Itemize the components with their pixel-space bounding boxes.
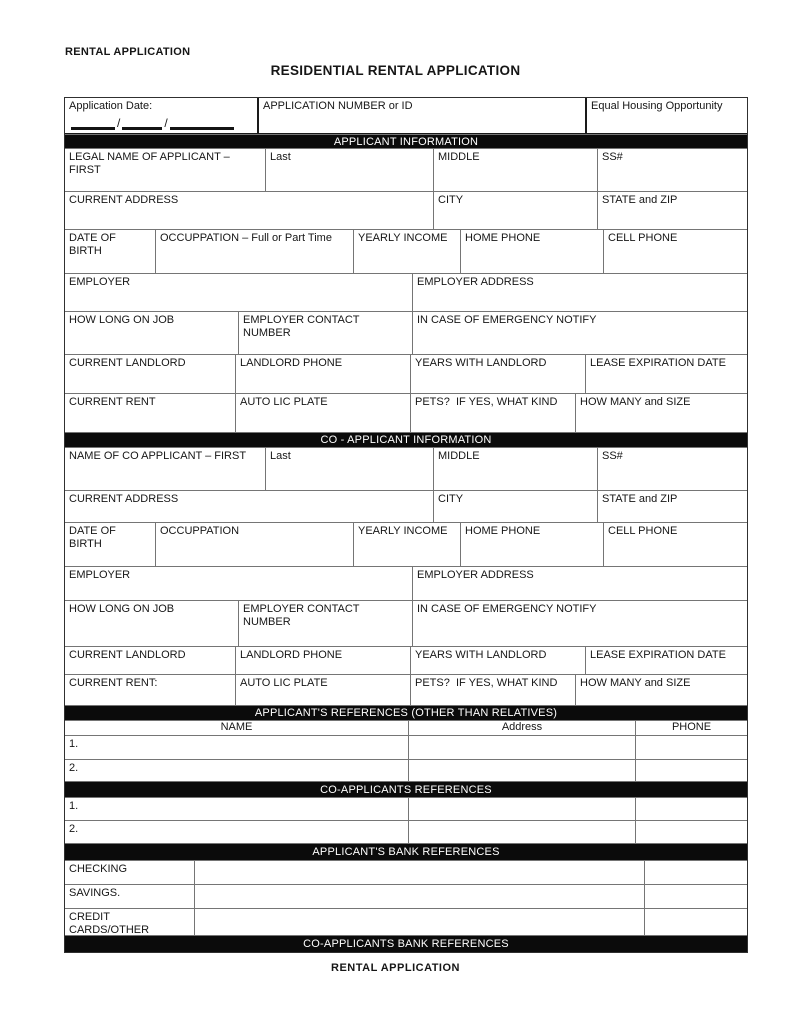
label-applicant-auto-lic-plate: AUTO LIC PLATE xyxy=(240,396,328,408)
label-applicant-how-long-on-job: HOW LONG ON JOB xyxy=(69,314,175,326)
field-co-applicant-employer-address[interactable] xyxy=(412,567,747,600)
label-applicant-years-with-landlord: YEARS WITH LANDLORD xyxy=(415,357,547,369)
field-applicant-reference-1-name[interactable] xyxy=(65,736,408,759)
label-applicant-date-of-birth: DATE OF BIRTH xyxy=(69,232,116,257)
field-co-applicant-ss-number[interactable] xyxy=(597,448,747,490)
co-applicant-bank-references-banner: CO-APPLICANTS BANK REFERENCES xyxy=(65,935,747,952)
field-co-applicant-middle-name[interactable] xyxy=(433,448,597,490)
references-name-header: NAME xyxy=(220,721,253,733)
field-applicant-landlord-phone[interactable] xyxy=(235,355,410,393)
reference-row-number: 1. xyxy=(69,800,79,812)
reference-row-number: 2. xyxy=(69,823,79,835)
field-applicant-pets[interactable] xyxy=(410,394,575,432)
bank-reference-credit-row xyxy=(65,908,747,935)
field-applicant-employer-address[interactable] xyxy=(412,274,747,311)
references-header-row xyxy=(65,720,747,735)
label-co-applicant-city: CITY xyxy=(438,493,464,505)
page-top-heading: RENTAL APPLICATION xyxy=(65,46,191,58)
label-applicant-current-landlord: CURRENT LANDLORD xyxy=(69,357,186,369)
label-co-applicant-how-long-on-job: HOW LONG ON JOB xyxy=(69,603,175,615)
field-applicant-ss-number[interactable] xyxy=(597,149,747,191)
field-savings-extra[interactable] xyxy=(644,885,747,908)
field-applicant-lease-expiration[interactable] xyxy=(585,355,747,393)
field-applicant-how-many-size[interactable] xyxy=(575,394,747,432)
date-slash: / xyxy=(117,116,121,130)
field-co-applicant-reference-2-name[interactable] xyxy=(65,821,408,843)
label-applicant-home-phone: HOME PHONE xyxy=(465,232,541,244)
equal-housing-cell xyxy=(585,98,747,133)
field-applicant-first-name[interactable] xyxy=(65,149,265,191)
references-phone-header: PHONE xyxy=(635,721,747,735)
bank-reference-savings-row xyxy=(65,884,747,908)
co-applicant-rent-row xyxy=(65,674,747,705)
label-co-applicant-occupation: OCCUPPATION xyxy=(160,525,240,537)
field-applicant-employer-contact[interactable] xyxy=(238,312,412,354)
label-applicant-cell-phone: CELL PHONE xyxy=(608,232,678,244)
field-credit-cards-extra[interactable] xyxy=(644,909,747,935)
application-date-label: Application Date: xyxy=(69,100,153,112)
field-co-applicant-pets[interactable] xyxy=(410,675,575,705)
label-applicant-pets: PETS? IF YES, WHAT KIND xyxy=(415,396,558,408)
label-applicant-emergency-notify: IN CASE OF EMERGENCY NOTIFY xyxy=(417,314,597,326)
field-applicant-auto-lic-plate[interactable] xyxy=(235,394,410,432)
label-co-applicant-current-rent: CURRENT RENT: xyxy=(69,677,158,689)
label-co-applicant-employer-address: EMPLOYER ADDRESS xyxy=(417,569,534,581)
application-number-field[interactable] xyxy=(257,98,585,133)
label-applicant-last-name: Last xyxy=(270,151,291,163)
label-applicant-employer-address: EMPLOYER ADDRESS xyxy=(417,276,534,288)
label-applicant-city: CITY xyxy=(438,194,464,206)
field-applicant-employer[interactable] xyxy=(65,274,412,311)
label-applicant-lease-expiration: LEASE EXPIRATION DATE xyxy=(590,357,726,369)
label-co-applicant-how-many-size: HOW MANY and SIZE xyxy=(580,677,691,689)
label-co-applicant-employer-contact: EMPLOYER CONTACT NUMBER xyxy=(243,603,360,628)
applicant-landlord-row xyxy=(65,354,747,393)
label-applicant-occupation: OCCUPPATION – Full or Part Time xyxy=(160,232,332,244)
date-blank-segment xyxy=(122,116,162,130)
label-co-applicant-emergency-notify: IN CASE OF EMERGENCY NOTIFY xyxy=(417,603,597,615)
label-applicant-state-zip: STATE and ZIP xyxy=(602,194,678,206)
field-co-applicant-last-name[interactable] xyxy=(265,448,433,490)
field-co-applicant-lease-expiration[interactable] xyxy=(585,647,747,674)
label-co-applicant-state-zip: STATE and ZIP xyxy=(602,493,678,505)
label-co-applicant-lease-expiration: LEASE EXPIRATION DATE xyxy=(590,649,726,661)
field-applicant-date-of-birth[interactable] xyxy=(65,230,155,273)
label-applicant-middle-name: MIDDLE xyxy=(438,151,480,163)
field-applicant-reference-2-name[interactable] xyxy=(65,760,408,781)
field-co-applicant-current-landlord[interactable] xyxy=(65,647,235,674)
applicant-birth-occupation-row xyxy=(65,229,747,273)
label-co-applicant-current-landlord: CURRENT LANDLORD xyxy=(69,649,186,661)
label-co-applicant-ss-number: SS# xyxy=(602,450,623,462)
bank-reference-checking-row xyxy=(65,860,747,884)
application-number-label: APPLICATION NUMBER or ID xyxy=(263,100,413,112)
field-co-applicant-landlord-phone[interactable] xyxy=(235,647,410,674)
field-checking-extra[interactable] xyxy=(644,861,747,884)
field-applicant-reference-1-phone[interactable] xyxy=(635,736,747,759)
field-applicant-yearly-income[interactable] xyxy=(353,230,460,273)
co-applicant-reference-row-1 xyxy=(65,797,747,820)
field-applicant-current-rent[interactable] xyxy=(65,394,235,432)
form-header-row xyxy=(65,98,747,134)
field-co-applicant-how-long-on-job[interactable] xyxy=(65,601,238,646)
co-applicant-employer-row xyxy=(65,566,747,600)
label-co-applicant-years-with-landlord: YEARS WITH LANDLORD xyxy=(415,649,547,661)
field-co-applicant-city[interactable] xyxy=(433,491,597,522)
date-slash: / xyxy=(164,116,168,130)
field-applicant-last-name[interactable] xyxy=(265,149,433,191)
rental-application-form xyxy=(64,97,748,953)
equal-housing-label: Equal Housing Opportunity xyxy=(591,100,723,112)
applicant-information-banner: APPLICANT INFORMATION xyxy=(65,134,747,148)
applicant-reference-row-2 xyxy=(65,759,747,781)
label-co-applicant-current-address: CURRENT ADDRESS xyxy=(69,493,179,505)
field-co-applicant-reference-1-address[interactable] xyxy=(408,798,635,820)
field-applicant-city[interactable] xyxy=(433,192,597,229)
field-co-applicant-date-of-birth[interactable] xyxy=(65,523,155,566)
application-date-blanks xyxy=(69,113,253,130)
applicant-bank-references-banner: APPLICANT'S BANK REFERENCES xyxy=(65,843,747,860)
label-cell-savings xyxy=(65,885,194,908)
field-co-applicant-reference-2-phone[interactable] xyxy=(635,821,747,843)
field-co-applicant-employer[interactable] xyxy=(65,567,412,600)
label-co-applicant-pets: PETS? IF YES, WHAT KIND xyxy=(415,677,558,689)
label-co-applicant-auto-lic-plate: AUTO LIC PLATE xyxy=(240,677,328,689)
label-applicant-employer-contact: EMPLOYER CONTACT NUMBER xyxy=(243,314,360,339)
applicant-employer-row xyxy=(65,273,747,311)
field-applicant-reference-2-phone[interactable] xyxy=(635,760,747,781)
label-co-applicant-first-name: NAME OF CO APPLICANT – FIRST xyxy=(69,450,247,462)
label-applicant-current-rent: CURRENT RENT xyxy=(69,396,156,408)
label-applicant-landlord-phone: LANDLORD PHONE xyxy=(240,357,343,369)
field-co-applicant-years-with-landlord[interactable] xyxy=(410,647,585,674)
field-credit-cards-detail[interactable] xyxy=(194,909,644,935)
field-applicant-state-zip[interactable] xyxy=(597,192,747,229)
field-applicant-reference-2-address[interactable] xyxy=(408,760,635,781)
applicant-name-row xyxy=(65,148,747,191)
co-applicant-landlord-row xyxy=(65,646,747,674)
field-co-applicant-employer-contact[interactable] xyxy=(238,601,412,646)
field-co-applicant-current-rent[interactable] xyxy=(65,675,235,705)
application-date-field[interactable] xyxy=(65,98,257,133)
field-applicant-current-landlord[interactable] xyxy=(65,355,235,393)
label-applicant-first-name: LEGAL NAME OF APPLICANT – FIRST xyxy=(69,151,230,176)
field-co-applicant-reference-1-name[interactable] xyxy=(65,798,408,820)
field-applicant-middle-name[interactable] xyxy=(433,149,597,191)
label-co-applicant-last-name: Last xyxy=(270,450,291,462)
field-co-applicant-state-zip[interactable] xyxy=(597,491,747,522)
reference-row-number: 2. xyxy=(69,762,79,774)
reference-row-number: 1. xyxy=(69,738,79,750)
field-applicant-occupation[interactable] xyxy=(155,230,353,273)
co-applicant-name-row xyxy=(65,447,747,490)
field-co-applicant-emergency-notify[interactable] xyxy=(412,601,747,646)
label-co-applicant-cell-phone: CELL PHONE xyxy=(608,525,678,537)
label-co-applicant-yearly-income: YEARLY INCOME xyxy=(358,525,448,537)
field-co-applicant-how-many-size[interactable] xyxy=(575,675,747,705)
co-applicant-information-banner: CO - APPLICANT INFORMATION xyxy=(65,432,747,447)
field-applicant-cell-phone[interactable] xyxy=(603,230,747,273)
label-co-applicant-employer: EMPLOYER xyxy=(69,569,131,581)
field-co-applicant-occupation[interactable] xyxy=(155,523,353,566)
page-bottom-heading: RENTAL APPLICATION xyxy=(331,962,460,974)
field-co-applicant-home-phone[interactable] xyxy=(460,523,603,566)
label-cell-checking xyxy=(65,861,194,884)
field-savings-detail[interactable] xyxy=(194,885,644,908)
field-applicant-reference-1-address[interactable] xyxy=(408,736,635,759)
label-co-applicant-middle-name: MIDDLE xyxy=(438,450,480,462)
field-co-applicant-current-address[interactable] xyxy=(65,491,433,522)
date-blank-segment xyxy=(170,116,234,130)
applicant-address-row xyxy=(65,191,747,229)
co-applicant-address-row xyxy=(65,490,747,522)
label-savings: SAVINGS. xyxy=(69,887,121,899)
field-co-applicant-yearly-income[interactable] xyxy=(353,523,460,566)
label-applicant-employer: EMPLOYER xyxy=(69,276,131,288)
co-applicant-job-row xyxy=(65,600,747,646)
field-co-applicant-reference-1-phone[interactable] xyxy=(635,798,747,820)
field-co-applicant-auto-lic-plate[interactable] xyxy=(235,675,410,705)
label-co-applicant-home-phone: HOME PHONE xyxy=(465,525,541,537)
label-credit-cards: CREDIT CARDS/OTHER xyxy=(69,911,150,935)
field-applicant-years-with-landlord[interactable] xyxy=(410,355,585,393)
page-title: RESIDENTIAL RENTAL APPLICATION xyxy=(270,63,521,78)
applicant-job-row xyxy=(65,311,747,354)
label-applicant-how-many-size: HOW MANY and SIZE xyxy=(580,396,691,408)
field-applicant-home-phone[interactable] xyxy=(460,230,603,273)
references-address-header: Address xyxy=(408,721,635,735)
label-cell-credit-cards xyxy=(65,909,194,935)
field-applicant-emergency-notify[interactable] xyxy=(412,312,747,354)
co-applicant-birth-occupation-row xyxy=(65,522,747,566)
label-co-applicant-date-of-birth: DATE OF BIRTH xyxy=(69,525,116,550)
field-checking-detail[interactable] xyxy=(194,861,644,884)
applicant-rent-row xyxy=(65,393,747,432)
applicant-reference-row-1 xyxy=(65,735,747,759)
field-co-applicant-cell-phone[interactable] xyxy=(603,523,747,566)
co-applicant-reference-row-2 xyxy=(65,820,747,843)
label-applicant-yearly-income: YEARLY INCOME xyxy=(358,232,448,244)
label-applicant-ss-number: SS# xyxy=(602,151,623,163)
field-applicant-current-address[interactable] xyxy=(65,192,433,229)
label-co-applicant-landlord-phone: LANDLORD PHONE xyxy=(240,649,343,661)
applicant-references-banner: APPLICANT'S REFERENCES (OTHER THAN RELATIVES) xyxy=(65,705,747,720)
field-co-applicant-first-name[interactable] xyxy=(65,448,265,490)
co-applicant-references-banner: CO-APPLICANTS REFERENCES xyxy=(65,781,747,797)
label-applicant-current-address: CURRENT ADDRESS xyxy=(69,194,179,206)
field-applicant-how-long-on-job[interactable] xyxy=(65,312,238,354)
label-checking: CHECKING xyxy=(69,863,128,875)
field-co-applicant-reference-2-address[interactable] xyxy=(408,821,635,843)
date-blank-segment xyxy=(71,116,115,130)
